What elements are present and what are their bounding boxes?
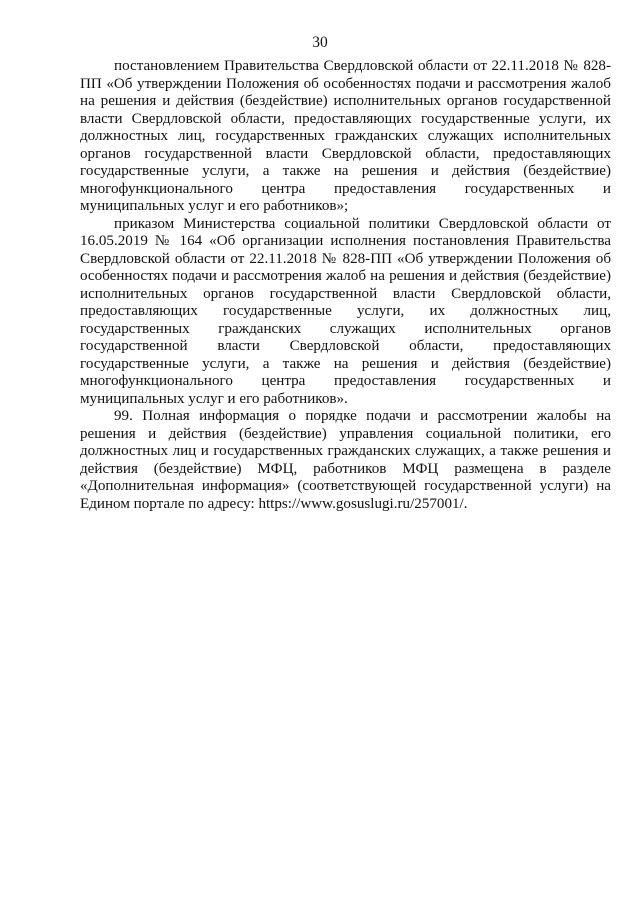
page-number: 30 [312, 34, 328, 51]
paragraph-government-resolution: постановлением Правительства Свердловской области от 22.11.2018 № 828-ПП «Об утверждении Положения об особенностях подачи и рассмотрения жалоб на решения и действия (бездействие) исполнительных органов государственной власти Свердловской области, предоставляющих государственные услуги, их должностных лиц, государственных гражданских служащих исполнительных органов государственной власти Свердловской области, предоставляющих государственные услуги, а также на решения и действия (бездействие) многофункционального центра предоставления государственных и муниципальных услуг и его работников»; [80, 58, 611, 214]
document-body [80, 58, 611, 513]
paragraph-ministry-order: приказом Министерства социальной политики Свердловской области от 16.05.2019 № 164 «Об организации исполнения постановления Правительства Свердловской области от 22.11.2018 № 828-ПП «Об утверждении Положения об особенностях подачи и рассмотрения жалоб на решения и действия (бездействие) исполнительных органов государственной власти Свердловской области, предоставляющих государственные услуги, их должностных лиц, государственных гражданских служащих исполнительных органов государственной власти Свердловской области, предоставляющих государственные услуги, а также на решения и действия (бездействие) многофункционального центра предоставления государственных и муниципальных услуг и его работников». [80, 215, 611, 407]
paragraph-99-complaint-info: 99. Полная информация о порядке подачи и рассмотрении жалобы на решения и действия (бездействие) управления социальной политики, его должностных лиц и государственных гражданских служащих, а также решения и действия (бездействие) МФЦ, работников МФЦ размещена в разделе «Дополнительная информация» (соответствующей государственной услуги) на Едином портале по адресу: https://www.gosuslugi.ru/257001/. [80, 408, 611, 512]
